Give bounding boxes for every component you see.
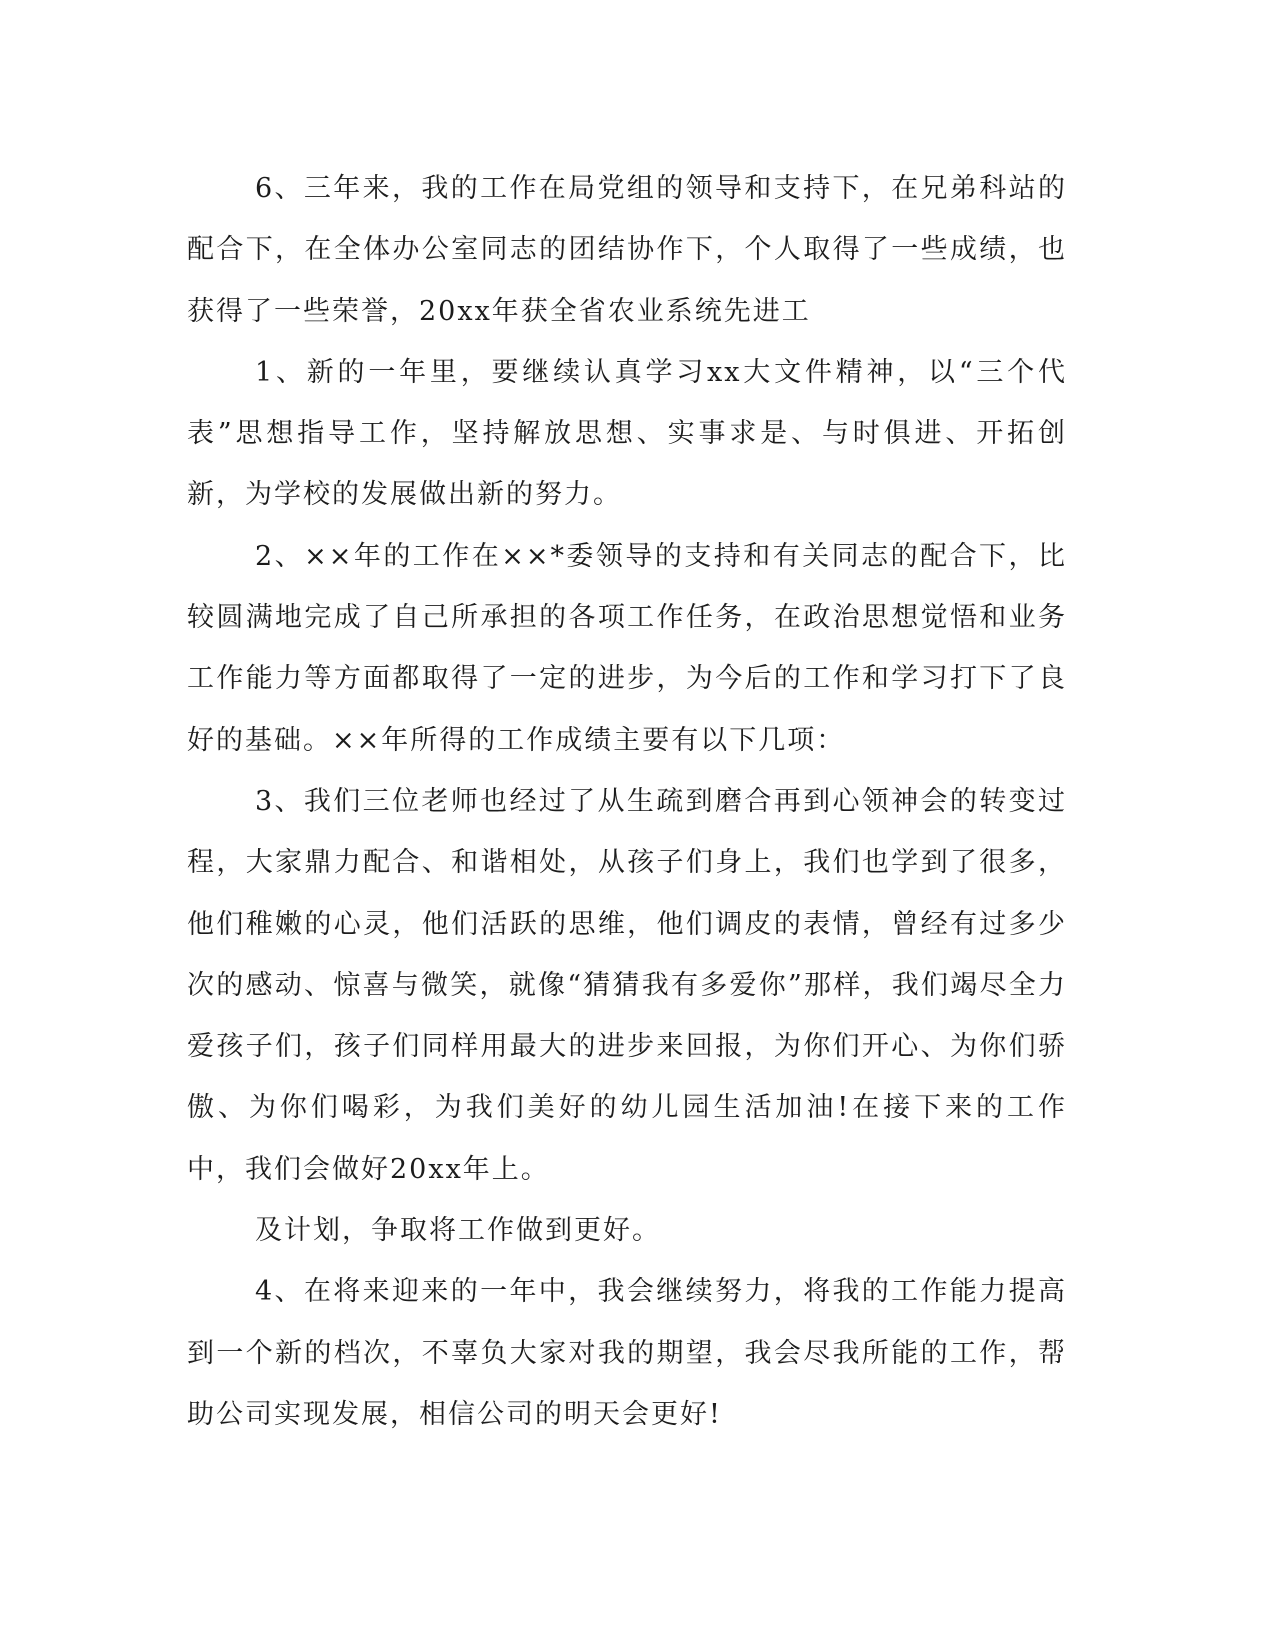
- paragraph-item-4: 4、在将来迎来的一年中，我会继续努力，将我的工作能力提高到一个新的档次，不辜负大家对我的期望，我会尽我所能的工作，帮助公司实现发展，相信公司的明天会更好!: [187, 1276, 1067, 1430]
- paragraph-continuation: 及计划，争取将工作做到更好。: [255, 1215, 661, 1247]
- paragraph-item-1: 1、新的一年里，要继续认真学习xx大文件精神，以“三个代表”思想指导工作，坚持解放思想、实事求是、与时俱进、开拓创新，为学校的发展做出新的努力。: [187, 356, 1067, 511]
- paragraph-item-3: 3、我们三位老师也经过了从生疏到磨合再到心领神会的转变过程，大家鼎力配合、和谐相处，从孩子们身上，我们也学到了很多，他们稚嫩的心灵，他们活跃的思维，他们调皮的表情，曾经有过多少次的感动、惊喜与微笑，就像“猜猜我有多爱你”那样，我们竭尽全力爱孩子们，孩子们同样用最大的进步来回报，为你们开心、为你们骄傲、为你们喝彩，为我们美好的幼儿园生活加油!在接下来的工作中，我们会做好20xx年上。: [187, 785, 1067, 1185]
- paragraph-item-6: 6、三年来，我的工作在局党组的领导和支持下，在兄弟科站的配合下，在全体办公室同志的团结协作下，个人取得了一些成绩，也获得了一些荣誉，20xx年获全省农业系统先进工: [187, 173, 1067, 327]
- paragraph-item-2: 2、××年的工作在××*委领导的支持和有关同志的配合下，比较圆满地完成了自己所承担的各项工作任务，在政治思想觉悟和业务工作能力等方面都取得了一定的进步，为今后的工作和学习打下了良好的基础。××年所得的工作成绩主要有以下几项：: [187, 540, 1067, 756]
- document-body: [187, 158, 1067, 1445]
